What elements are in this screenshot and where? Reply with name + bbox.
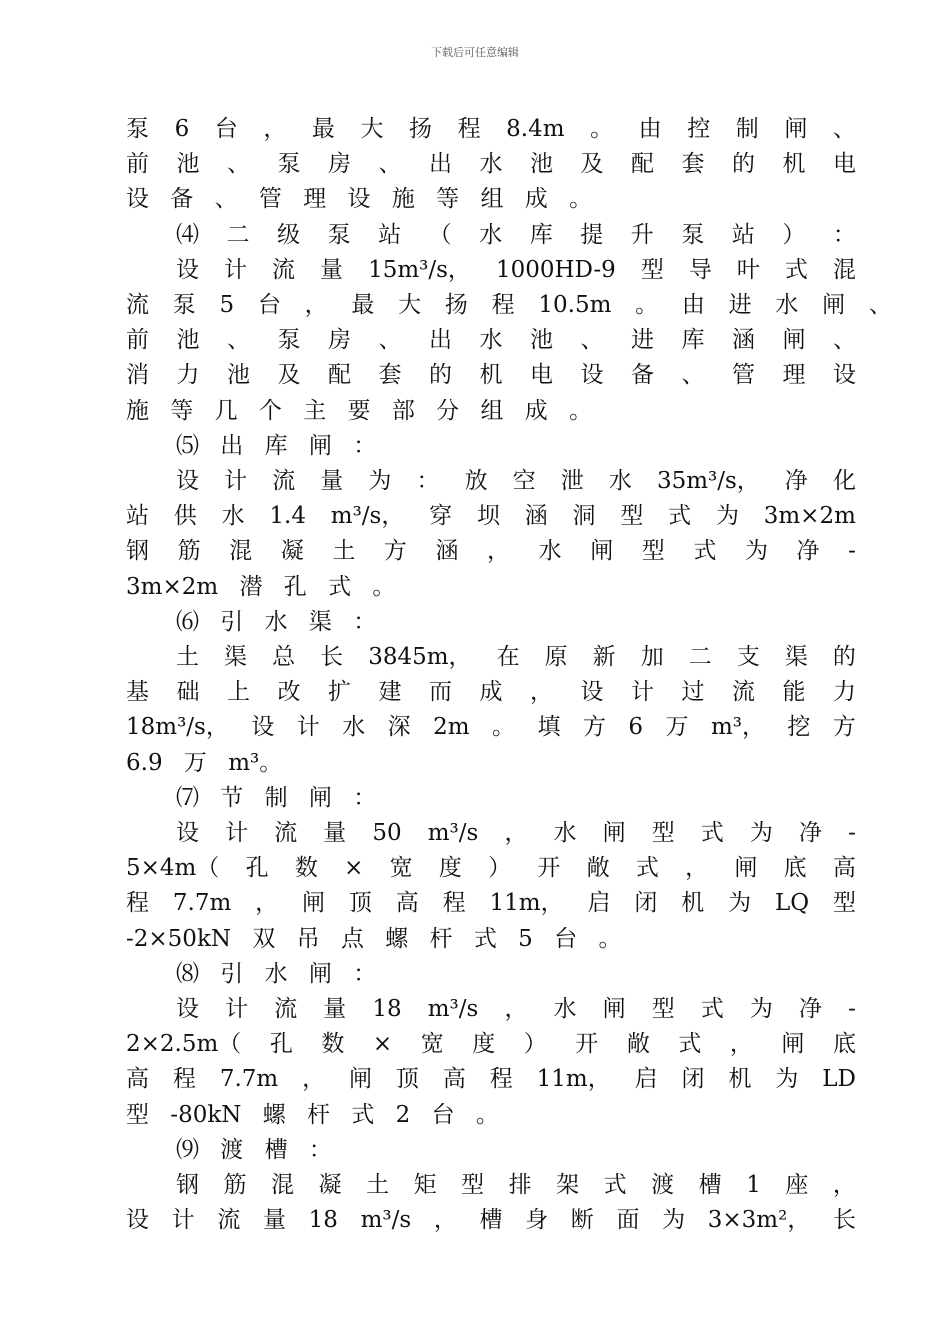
text-line: 基 础 上 改 扩 建 而 成 ， 设 计 过 流 能 力	[126, 679, 856, 706]
text-line: 设 计 流 量 15m³/s， 1000HD-9 型 导 叶 式 混	[176, 256, 856, 283]
text-line: 5×4m（ 孔 数 × 宽 度 ） 开 敞 式 ， 闸 底 高	[126, 855, 856, 882]
text-line: 设 计 流 量 50 m³/s ， 水 闸 型 式 为 净 -	[176, 820, 856, 846]
text-line: ⑼ 渡 槽 ：	[176, 1136, 332, 1163]
text-line: 消 力 池 及 配 套 的 机 电 设 备 、 管 理 设	[126, 362, 856, 389]
text-line: 施 等 几 个 主 要 部 分 组 成 。	[126, 397, 593, 424]
text-line: 钢 筋 混 凝 土 矩 型 排 架 式 渡 槽 1 座 ，	[176, 1172, 856, 1198]
text-line: ⑷ 二 级 泵 站 （ 水 库 提 升 泵 站 ） ：	[176, 221, 856, 248]
text-line: 2×2.5m（ 孔 数 × 宽 度 ） 开 敞 式 ， 闸 底	[126, 1031, 856, 1058]
text-line: ⑺ 节 制 闸 ：	[176, 784, 377, 811]
text-line: -2×50kN 双 吊 点 螺 杆 式 5 台 。	[126, 925, 622, 952]
text-line: 土 渠 总 长 3845m， 在 原 新 加 二 支 渠 的	[176, 644, 856, 670]
text-line: 3m×2m 潜 孔 式 。	[126, 573, 396, 600]
text-line: 设 备 、 管 理 设 施 等 组 成 。	[126, 186, 593, 213]
text-line: ⑸ 出 库 闸 ：	[176, 432, 377, 459]
text-line: 6.9 万 m³。	[126, 749, 283, 776]
text-line: 前 池 、 泵 房 、 出 水 池 及 配 套 的 机 电	[126, 151, 856, 178]
text-line: 程 7.7m ， 闸 顶 高 程 11m， 启 闭 机 为 LQ 型	[126, 890, 856, 917]
text-line: 流 泵 5 台 ， 最 大 扬 程 10.5m 。 由 进 水 闸 、	[126, 292, 892, 318]
text-line: 设 计 流 量 18 m³/s ， 槽 身 断 面 为 3×3m²， 长	[126, 1207, 856, 1234]
text-line: 高 程 7.7m ， 闸 顶 高 程 11m， 启 闭 机 为 LD	[126, 1066, 856, 1093]
text-line: 前 池 、 泵 房 、 出 水 池 、 进 库 涵 闸 、	[126, 327, 856, 354]
text-line: 站 供 水 1.4 m³/s， 穿 坝 涵 洞 型 式 为 3m×2m	[126, 503, 856, 530]
text-line: ⑹ 引 水 渠 ：	[176, 608, 377, 635]
text-line: 18m³/s， 设 计 水 深 2m 。 填 方 6 万 m³， 挖 方	[126, 714, 856, 741]
text-line: 钢 筋 混 凝 土 方 涵 ， 水 闸 型 式 为 净 -	[126, 538, 856, 565]
text-line: 泵 6 台 ， 最 大 扬 程 8.4m 。 由 控 制 闸 、	[126, 116, 856, 142]
text-line: 设 计 流 量 为 ： 放 空 泄 水 35m³/s， 净 化	[176, 468, 856, 494]
text-line: 设 计 流 量 18 m³/s ， 水 闸 型 式 为 净 -	[176, 996, 856, 1022]
page-header: 下载后可任意编辑	[431, 46, 519, 59]
text-line: ⑻ 引 水 闸 ：	[176, 960, 377, 987]
text-line: 型 -80kN 螺 杆 式 2 台 。	[126, 1101, 499, 1128]
